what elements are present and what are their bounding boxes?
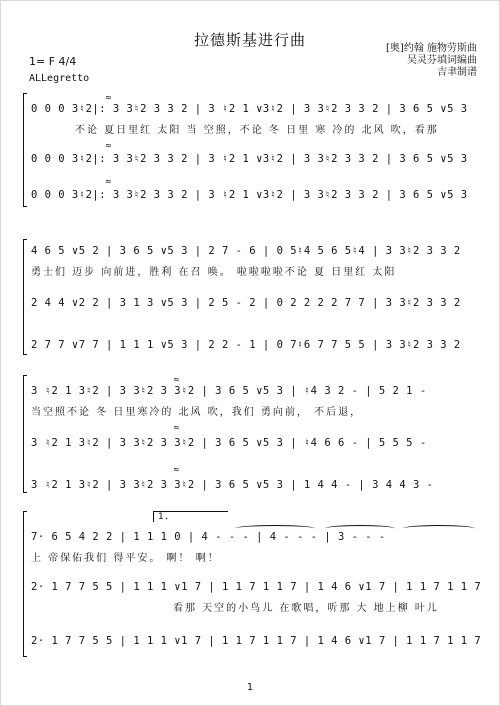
credits-block [386,43,477,79]
staff-line-3: 3 ♮2 1 3♮2 | 3 3♮2 3 3♮2 | 3 6 5 ∨5 3 | 1 4 4 - | 3 4 4 3 - [31,479,434,491]
tie-arc [403,525,475,532]
staff-line-1: 3 ♮2 1 3♮2 | 3 3♮2 3 3♮2 | 3 6 5 ∨5 3 | ♮4 3 2 - | 5 2 1 - [31,385,427,397]
system-bracket [23,375,27,493]
volta-bracket: 1. [153,511,228,522]
song-title: 拉德斯基进行曲 [193,31,306,49]
system-bracket [23,93,27,207]
key-signature: 1= F 4/4 [29,55,77,68]
transcriber-credit: 吉聿制谱 [437,67,477,78]
lyric-line: 上 帝保佑我们 得平安。 啊！ 啊！ [31,553,220,564]
accent-mark: ≈ [105,177,112,186]
system-bracket [23,239,27,355]
staff-line-1: 0 0 0 3♮2|: 3 3♮2 3 3 2 | 3 ♮2 1 ∨3♮2 | 3 3♮2 3 3 2 | 3 6 5 ∨5 3 [31,103,468,115]
page-number: 1 [246,682,254,693]
staff-line-3: 0 0 0 3♮2|: 3 3♮2 3 3 2 | 3 ♮2 1 ∨3♮2 | 3 3♮2 3 3 2 | 3 6 5 ∨5 3 [31,189,468,201]
staff-line-3: 2 7 7 ∨7 7 | 1 1 1 ∨5 3 | 2 2 - 1 | 0 7♮6 7 7 5 5 | 3 3♮2 3 3 2 [31,339,461,351]
lyric-line-2: 看那 天空的小鸟儿 在歌唱，听那 大 地上柳 叶儿 [173,603,439,614]
lyric-line: 不论 夏日里红 太阳 当 空照，不论 冬 日里 寒 冷的 北风 吹，看那 [75,125,439,136]
lyric-line: 当空照不论 冬 日里寒冷的 北风 吹，我们 勇向前， 不后退， [31,407,363,418]
staff-line-2: 3 ♮2 1 3♮2 | 3 3♮2 3 3♮2 | 3 6 5 ∨5 3 | ♮4 6 6 - | 5 5 5 - [31,437,427,449]
score-system-4 [23,511,482,661]
accent-mark: ≈ [173,375,180,384]
score-system-2 [23,239,475,359]
system-bracket [23,511,27,657]
arranger-credit: 吴灵芬填词编曲 [407,55,477,66]
score-system-1 [23,93,475,213]
staff-line-3: 2· 1 7 7 5 5 | 1 1 1 ∨1 7 | 1 1 7 1 1 7 | 1 4 6 ∨1 7 | 1 1 7 1 1 7 [31,635,482,647]
tempo-marking: ALLegretto [29,73,90,84]
accent-mark: ≈ [105,93,112,102]
staff-line-1: 7· 6 5 4 2 2 | 1 1 1 0 | 4 - - - | 4 - - - | 3 - - - [31,531,386,543]
accent-mark: ≈ [105,141,112,150]
staff-line-2: 2 4 4 ∨2 2 | 3 1 3 ∨5 3 | 2 5 - 2 | 0 2 2 2 2 7 7 | 3 3♮2 3 3 2 [31,297,461,309]
score-system-3 [23,375,475,495]
staff-line-2: 2· 1 7 7 5 5 | 1 1 1 ∨1 7 | 1 1 7 1 1 7 | 1 4 6 ∨1 7 | 1 1 7 1 1 7 [31,581,482,593]
accent-mark: ≈ [173,465,180,474]
lyric-line: 勇士们 迈步 向前进，胜利 在召 唤。 啦啦啦啦不论 夏 日里红 太阳 [31,267,397,278]
staff-line-1: 4 6 5 ∨5 2 | 3 6 5 ∨5 3 | 2 7 - 6 | 0 5♮4 5 6 5♮4 | 3 3♮2 3 3 2 [31,245,461,257]
composer-credit: [奥]约翰 施物劳斯曲 [386,43,477,54]
staff-line-2: 0 0 0 3♮2|: 3 3♮2 3 3 2 | 3 ♮2 1 ∨3♮2 | 3 3♮2 3 3 2 | 3 6 5 ∨5 3 [31,153,468,165]
accent-mark: ≈ [173,423,180,432]
